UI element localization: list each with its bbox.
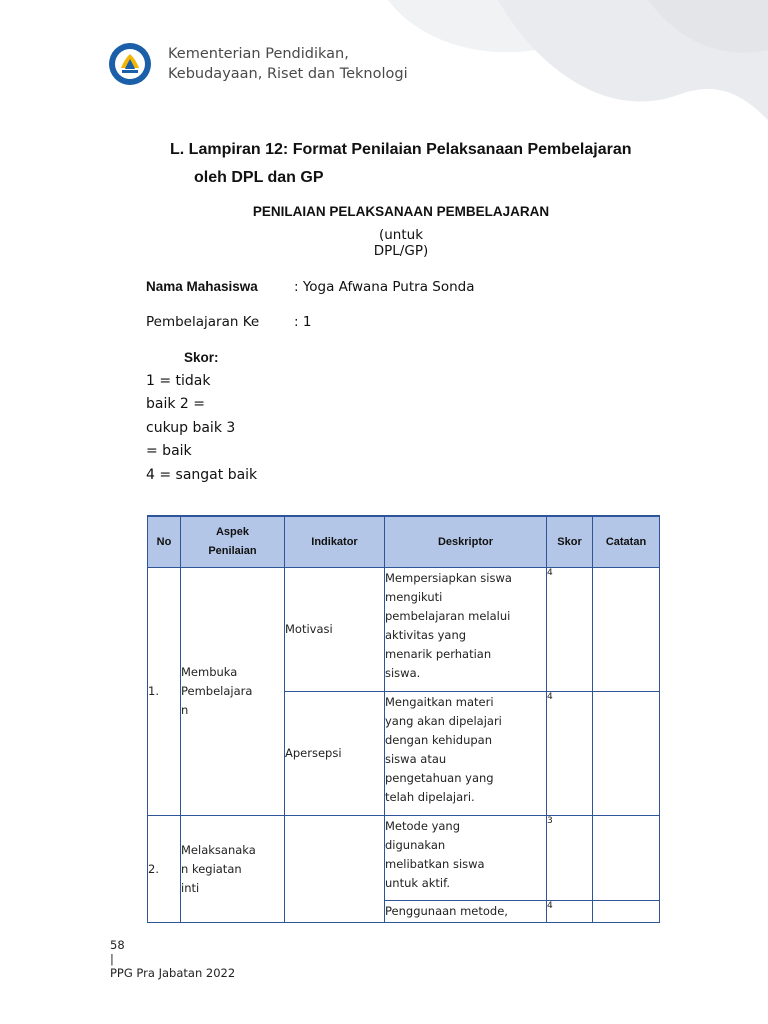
indikator-text: Apersepsi [285, 746, 342, 760]
deskriptor-line: siswa atau [385, 752, 447, 766]
col-header-indikator: Indikator [285, 516, 385, 568]
skor-value: 4 [547, 901, 553, 911]
skor-cell [547, 901, 593, 923]
skor-line: cukup baik 3 [146, 419, 236, 436]
program-name: PPG Pra Jabatan 2022 [110, 966, 236, 980]
skor-cell [547, 816, 593, 901]
deskriptor-line: telah dipelajari. [385, 790, 475, 804]
deskriptor-line: untuk aktif. [385, 876, 450, 890]
audience-line-1: (untuk [378, 227, 424, 243]
indikator-cell [285, 816, 385, 923]
aspek-cell [181, 568, 285, 816]
skor-title: Skor: [184, 350, 219, 365]
deskriptor-line: Metode yang [385, 819, 461, 833]
nama-label: Nama Mahasiswa [146, 279, 258, 294]
catatan-cell [593, 816, 660, 901]
deskriptor-line: siswa. [385, 666, 421, 680]
header [108, 42, 408, 86]
aspek-line: Pembelajara [181, 684, 253, 698]
catatan-cell [593, 568, 660, 692]
col-header-skor: Skor [547, 516, 593, 568]
form-subtitle: PENILAIAN PELAKSANAAN PEMBELAJARAN [252, 204, 550, 219]
skor-value: 3 [547, 816, 553, 826]
catatan-cell [593, 692, 660, 816]
nama-value: : Yoga Afwana Putra Sonda [294, 279, 475, 295]
pembelajaran-label: Pembelajaran Ke [146, 314, 260, 330]
aspek-line: n kegiatan [181, 861, 242, 876]
aspek-header-line: Aspek [215, 526, 250, 538]
catatan-cell [593, 901, 660, 923]
ministry-line-2: Kebudayaan, Riset dan Teknologi [168, 66, 408, 82]
skor-value: 4 [547, 692, 553, 702]
col-header-catatan: Catatan [593, 516, 660, 568]
deskriptor-line: dengan kehidupan [385, 733, 492, 747]
table-row [148, 816, 660, 901]
aspek-cell [181, 816, 285, 923]
page-footer [110, 938, 235, 980]
aspek-line: Membuka [181, 665, 238, 679]
deskriptor-line: Mempersiapkan siswa [385, 571, 512, 585]
field-nama-mahasiswa [146, 279, 474, 295]
row-no-cell [148, 816, 181, 923]
aspek-line: inti [181, 880, 200, 895]
deskriptor-line: mengikuti [385, 590, 443, 604]
skor-line: = baik [146, 443, 192, 460]
title-line-1: L. Lampiran 12: Format Penilaian Pelaksanaan Pembelajaran [170, 141, 632, 158]
ministry-line-1: Kementerian Pendidikan, [168, 46, 349, 62]
deskriptor-line: pembelajaran melalui [385, 609, 511, 623]
skor-value: 4 [547, 568, 553, 578]
skor-line: 1 = tidak [146, 373, 211, 389]
row-no-cell [148, 568, 181, 816]
assessment-table [147, 515, 660, 923]
page-title [170, 136, 632, 192]
indikator-cell [285, 692, 385, 816]
indikator-text: Motivasi [285, 622, 333, 636]
footer-separator: | [110, 952, 114, 966]
audience-line-2: DPL/GP) [373, 243, 429, 259]
deskriptor-line: Penggunaan metode, [385, 904, 508, 918]
row-no: 1. [148, 684, 159, 698]
skor-cell [547, 568, 593, 692]
skor-cell [547, 692, 593, 816]
aspek-line: n [181, 703, 189, 717]
col-header-no: No [148, 516, 181, 568]
deskriptor-line: yang akan dipelajari [385, 714, 502, 728]
skor-line: baik 2 = [146, 396, 206, 413]
tut-wuri-handayani-logo-icon [108, 42, 152, 86]
field-pembelajaran-ke [146, 314, 311, 330]
skor-legend [146, 370, 257, 487]
deskriptor-cell [385, 816, 547, 901]
ministry-name [168, 44, 408, 84]
deskriptor-line: pengetahuan yang [385, 771, 494, 785]
row-no: 2. [148, 861, 159, 876]
deskriptor-line: digunakan [385, 838, 446, 852]
form-audience [0, 227, 768, 259]
deskriptor-cell [385, 692, 547, 816]
col-header-aspek [181, 516, 285, 568]
deskriptor-line: Mengaitkan materi [385, 695, 494, 709]
deskriptor-line: aktivitas yang [385, 628, 467, 642]
col-header-deskriptor: Deskriptor [385, 516, 547, 568]
deskriptor-cell [385, 568, 547, 692]
page-number: 58 [110, 938, 125, 952]
title-line-2: oleh DPL dan GP [194, 169, 324, 186]
table-row [148, 568, 660, 692]
indikator-cell [285, 568, 385, 692]
skor-line: 4 = sangat baik [146, 466, 258, 483]
aspek-header-line: Penilaian [208, 545, 257, 557]
table-header-row [148, 516, 660, 568]
deskriptor-line: menarik perhatian [385, 647, 492, 661]
pembelajaran-value: : 1 [294, 314, 312, 330]
aspek-line: Melaksanaka [181, 842, 256, 857]
deskriptor-cell [385, 901, 547, 923]
deskriptor-line: melibatkan siswa [385, 857, 485, 871]
